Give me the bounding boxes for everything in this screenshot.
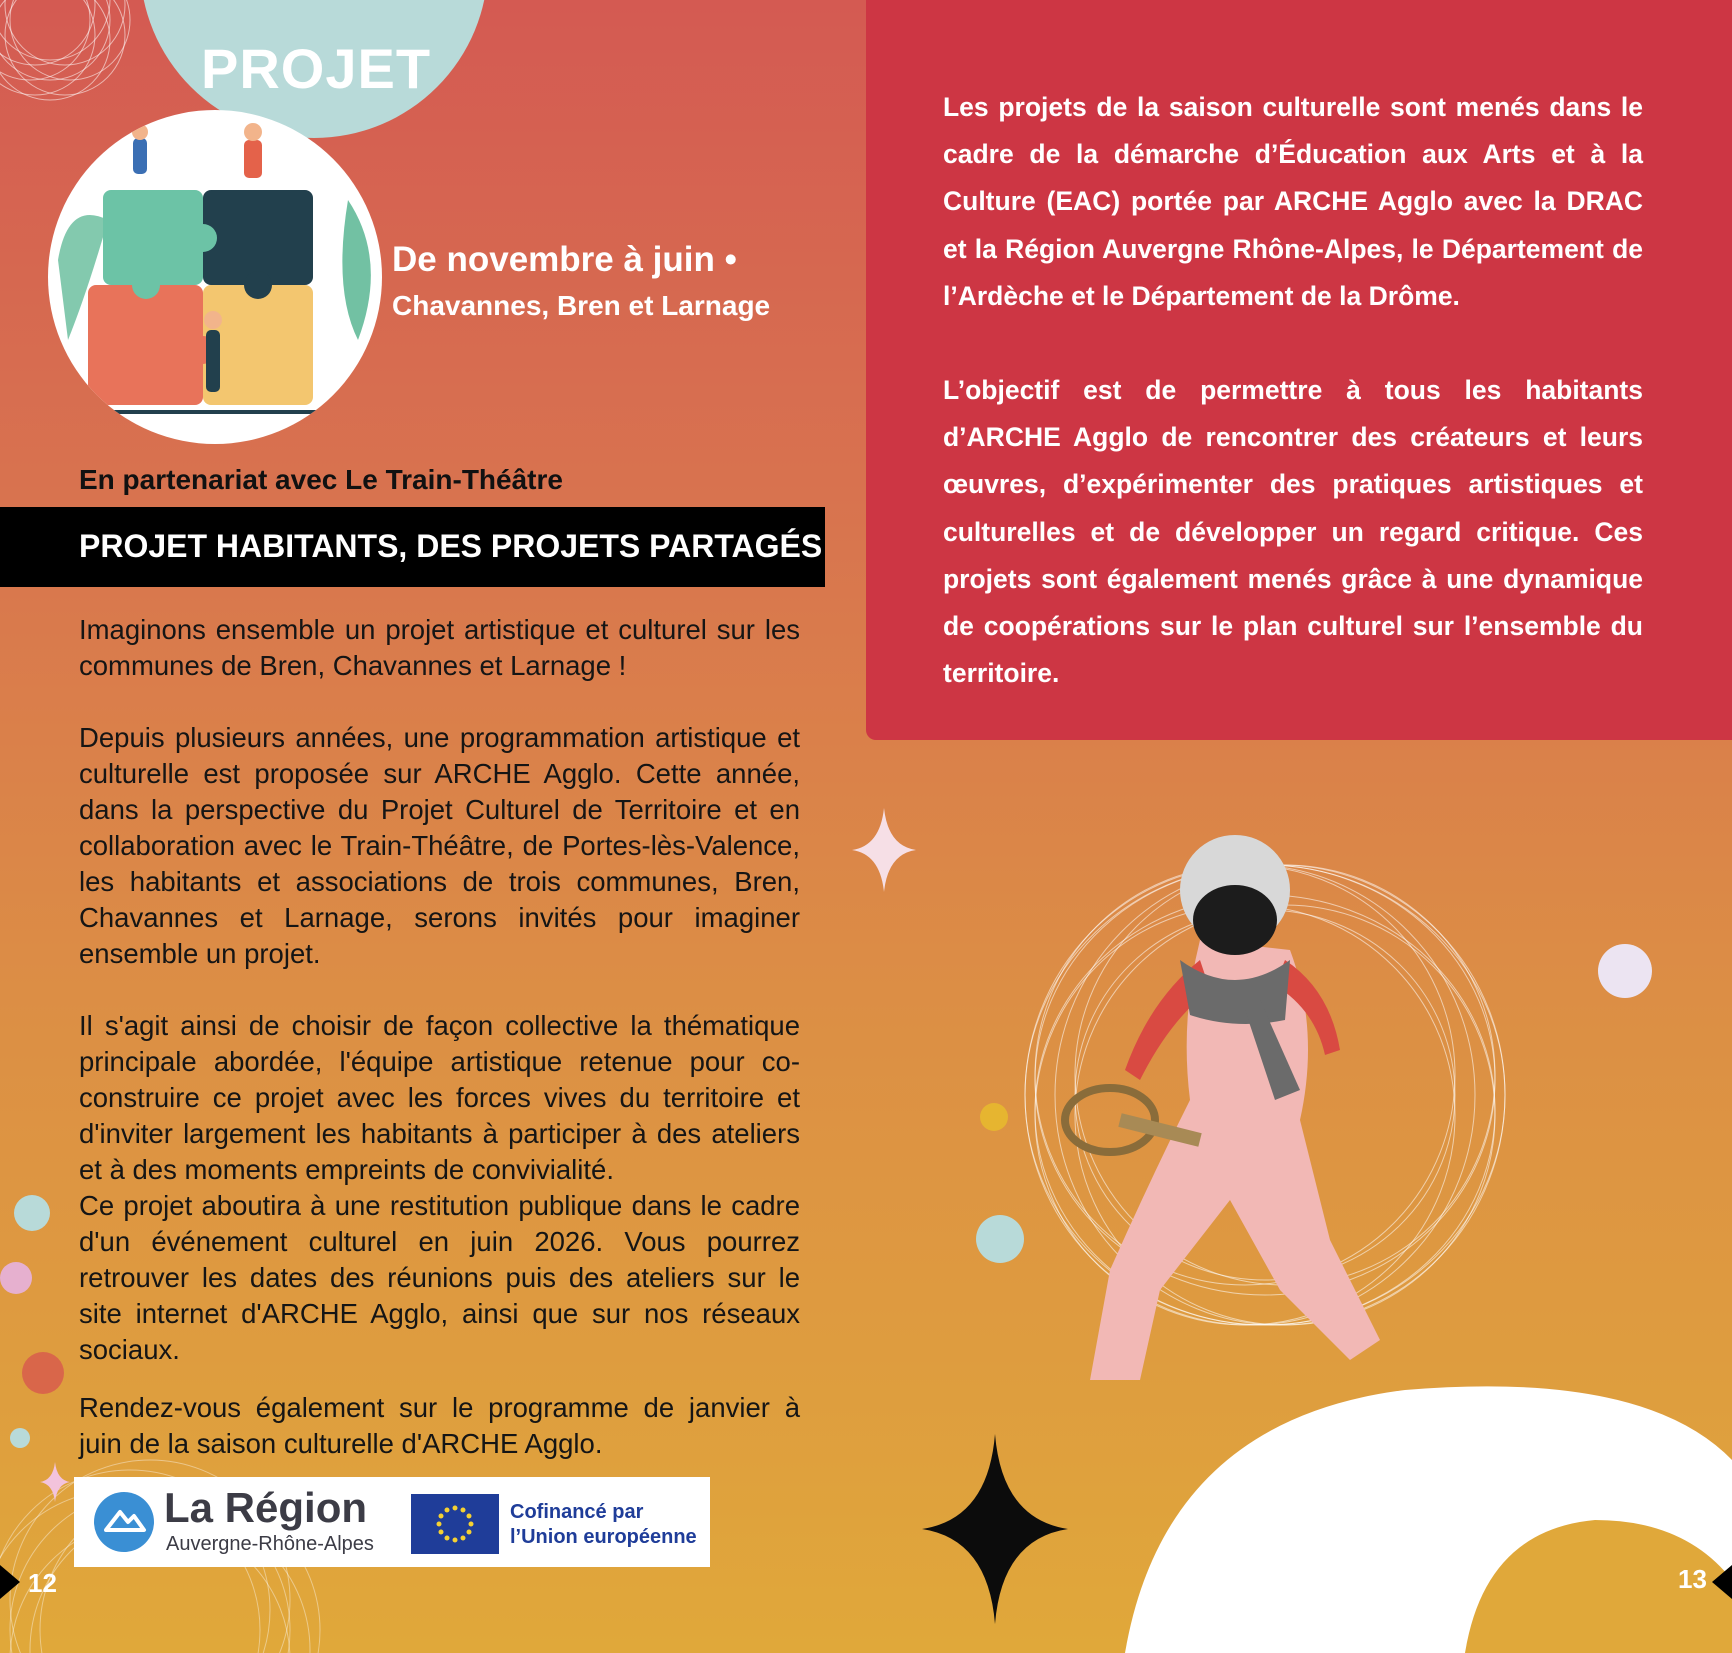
- dot-decoration: [10, 1428, 30, 1448]
- dot-decoration: [0, 1262, 32, 1294]
- dot-decoration: [980, 1103, 1008, 1131]
- region-logo-icon: [94, 1492, 154, 1552]
- page-marker-right: [1712, 1565, 1732, 1599]
- star-decoration-dark: [922, 1434, 1068, 1624]
- white-curve-decoration: [1125, 1380, 1732, 1653]
- info-box-text: [943, 84, 1643, 697]
- partner-line: En partenariat avec Le Train-Théâtre: [79, 464, 563, 495]
- eu-flag-icon: [411, 1494, 499, 1554]
- event-date: De novembre à juin •: [392, 240, 737, 279]
- eu-cofinance-text: [510, 1500, 697, 1550]
- info-paragraph-2: L’objectif est de permettre à tous les habitants d’ARCHE Agglo de rencontrer des créateurs et leurs œuvres, d’expérimenter des pratiques artistiques et culturelles et de développer un regard critique. Ces projets sont également menés grâce à une dynamique de coopérations sur le plan culturel sur l’ensemble du territoire.: [943, 375, 1643, 689]
- body-paragraph-3: Il s'agit ainsi de choisir de façon collective la thématique principale abordée, l'équipe artistique retenue pour co-construire ce projet avec les forces vives du territoire et d'inviter largement les habitants à participer à des ateliers et à des moments empreints de convivialité.: [79, 1010, 800, 1185]
- dot-decoration: [22, 1352, 64, 1394]
- body-paragraph-5: Rendez-vous également sur le programme de janvier à juin de la saison culturelle d'ARCHE Agglo.: [79, 1392, 800, 1459]
- star-decoration-light: [852, 808, 916, 892]
- body-text: [79, 612, 800, 1462]
- eu-line-2: l’Union européenne: [510, 1526, 697, 1548]
- dot-decoration: [1598, 944, 1652, 998]
- page-number-left: 12: [28, 1568, 57, 1598]
- dot-decoration: [14, 1195, 50, 1231]
- projet-badge-title: PROJET: [200, 37, 432, 100]
- dancer-illustration: [1030, 820, 1450, 1410]
- decorative-rings-top-left: [0, 0, 160, 140]
- body-paragraph-2: Depuis plusieurs années, une programmation artistique et culturelle est proposée sur ARCHE Agglo. Cette année, dans la perspective du Projet Culturel de Territoire et en collaboration avec le Train-Théâtre, de Portes-lès-Valence, les habitants et associations de trois communes, Bren, Chavannes et Larnage, serons invités pour imaginer ensemble un projet.: [79, 722, 800, 969]
- section-title: PROJET HABITANTS, DES PROJETS PARTAGÉS: [79, 528, 823, 564]
- eu-line-1: Cofinancé par: [510, 1501, 644, 1523]
- puzzle-illustration: [48, 110, 382, 444]
- star-decoration-small: [40, 1462, 70, 1502]
- region-logo-name: La Région: [164, 1484, 368, 1531]
- body-paragraph-1: Imaginons ensemble un projet artistique et culturel sur les communes de Bren, Chavannes et Larnage !: [79, 614, 800, 681]
- body-paragraph-4: Ce projet aboutira à une restitution publique dans le cadre d'un événement culturel en juin 2026. Vous pourrez retrouver les dates des réunions puis des ateliers sur le site internet d'ARCHE Agglo, ainsi que sur nos réseaux sociaux.: [79, 1190, 800, 1365]
- page-marker-left: [0, 1565, 20, 1599]
- page-number-right: 13: [1678, 1564, 1707, 1594]
- dot-decoration: [976, 1215, 1024, 1263]
- region-logo-sub: Auvergne-Rhône-Alpes: [166, 1533, 374, 1555]
- info-paragraph-1: Les projets de la saison culturelle sont menés dans le cadre de la démarche d’Éducation aux Arts et à la Culture (EAC) portée par ARCHE Agglo avec la DRAC et la Région Auvergne Rhône-Alpes, le Département de l’Ardèche et le Département de la Drôme.: [943, 92, 1643, 311]
- event-places: Chavannes, Bren et Larnage: [392, 290, 771, 321]
